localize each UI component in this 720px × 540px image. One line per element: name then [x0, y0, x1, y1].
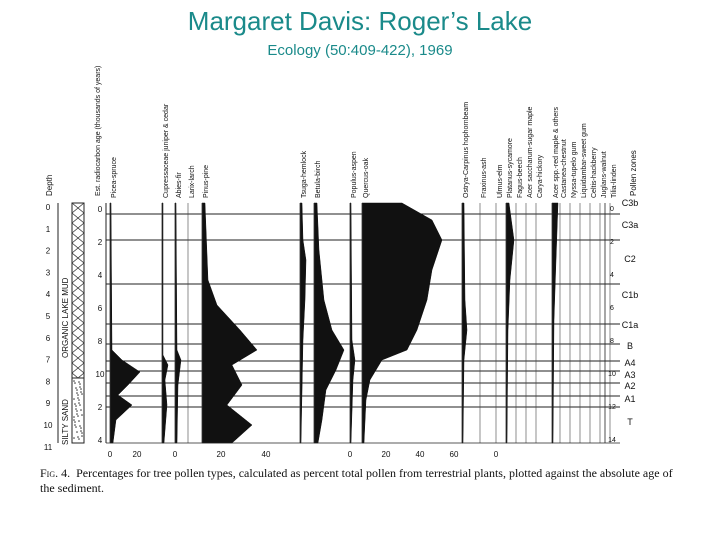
taxon-header: Acer spp.-red maple & others — [553, 106, 560, 198]
sand-dot — [75, 405, 77, 407]
x-axis-tick-label: 0 — [493, 450, 499, 459]
taxon-header: Tsuga-hemlock — [301, 150, 308, 198]
sand-dot — [79, 425, 81, 427]
right-age-tick-label: 10 — [608, 371, 616, 378]
sand-dot — [79, 404, 81, 406]
depth-tick-label: 3 — [45, 268, 51, 278]
sand-dot — [77, 436, 79, 438]
x-axis-tick-label: 0 — [347, 450, 353, 459]
right-age-tick-label: 8 — [610, 338, 614, 345]
sand-dot — [73, 419, 75, 421]
pollen-zones-header: Pollen zones — [629, 150, 638, 196]
depth-tick-label: 4 — [45, 290, 51, 300]
taxon-header: Carya-hickory — [537, 154, 544, 198]
taxon-header: Abies-fir — [176, 172, 183, 198]
x-axis-tick-label: 60 — [449, 450, 459, 459]
taxon-header: Cupressaceae juniper & cedar — [163, 103, 170, 198]
depth-label: Depth — [45, 174, 54, 196]
depth-tick-label: 6 — [45, 333, 51, 343]
sand-dot — [74, 424, 76, 426]
sand-dot — [79, 383, 81, 385]
sand-dot — [74, 421, 76, 423]
age-header: Est. radiocarbon age (thousands of years) — [95, 65, 102, 196]
sand-dot — [80, 391, 82, 393]
taxon-header: Quercus-oak — [363, 157, 370, 198]
depth-tick-label: 8 — [45, 377, 51, 387]
right-age-tick-label: 14 — [608, 437, 616, 444]
depth-tick-label: 10 — [43, 421, 53, 430]
pollen-zone-label: A2 — [624, 381, 636, 391]
pollen-zone-label: C3a — [621, 220, 639, 230]
pollen-zone-label: C1b — [621, 290, 639, 300]
sand-dot — [74, 382, 76, 384]
x-axis-tick-label: 0 — [172, 450, 178, 459]
taxon-header: Liquidambar-sweet gum — [581, 123, 588, 198]
depth-tick-label: 0 — [45, 203, 51, 212]
taxon-header: Nyssa-tupelo gum — [571, 141, 578, 198]
pollen-zone-label: C2 — [624, 254, 636, 264]
depth-tick-label: 2 — [45, 246, 51, 256]
pollen-zone-label: A3 — [624, 370, 636, 380]
sand-dot — [77, 415, 79, 417]
x-axis-tick-label: 20 — [381, 450, 391, 459]
taxon-header: Platanus-sycamore — [507, 138, 514, 198]
sand-dot — [78, 402, 80, 404]
taxon-header: Pinus-pine — [203, 164, 210, 198]
pollen-diagram-content — [44, 66, 639, 459]
pollen-zone-label: A4 — [624, 358, 636, 368]
taxon-header: Fraxinus-ash — [481, 157, 488, 198]
sand-dot — [81, 414, 83, 416]
taxon-header: Castanea-chestnut — [561, 139, 568, 198]
figure-caption — [40, 466, 680, 496]
sand-dot — [73, 380, 75, 382]
age-tick-label: 10 — [95, 370, 105, 379]
sand-dot — [76, 413, 78, 415]
age-tick-label: 4 — [97, 271, 103, 280]
pollen-zone-label: T — [627, 417, 633, 427]
pollen-zone-label: B — [626, 341, 634, 351]
sand-dot — [79, 386, 81, 388]
sand-dot — [78, 438, 80, 440]
sand-dot — [75, 426, 77, 428]
depth-tick-label: 9 — [45, 399, 51, 409]
taxon-header: Ulmus-elm — [497, 164, 504, 198]
x-axis-tick-label: 20 — [132, 450, 142, 459]
age-tick-label: 0 — [97, 205, 103, 214]
pollen-zone-label: C3b — [621, 198, 639, 208]
sand-dot — [76, 431, 78, 433]
sand-dot — [81, 435, 83, 437]
age-tick-label: 8 — [97, 337, 103, 346]
sand-dot — [73, 416, 75, 418]
x-axis-tick-label: 20 — [216, 450, 226, 459]
sand-dot — [81, 393, 83, 395]
sand-dot — [75, 387, 77, 389]
sand-dot — [76, 410, 78, 412]
sand-dot — [77, 394, 79, 396]
figure-caption-label: Fig. 4. — [40, 466, 71, 480]
x-axis-tick-label: 0 — [107, 450, 113, 459]
age-tick-label: 2 — [97, 403, 103, 412]
sand-dot — [78, 420, 80, 422]
sand-dot — [75, 408, 77, 410]
slide-subtitle: Ecology (50:409-422), 1969 — [267, 42, 453, 59]
sand-dot — [77, 397, 79, 399]
age-tick-label: 6 — [97, 304, 103, 313]
taxon-header: Juglans-walnut — [601, 151, 608, 198]
taxon-header: Celtis-hackberry — [591, 147, 598, 198]
taxon-header: Betula-birch — [315, 160, 322, 198]
right-age-tick-label: 0 — [610, 206, 614, 213]
figure-caption-text: Percentages for tree pollen types, calculated as percent total pollen from terrestrial plants, plotted against the absolute age of the sediment. — [40, 466, 673, 495]
taxon-header: Picea-spruce — [111, 157, 118, 198]
taxon-header: Populus-aspen — [351, 151, 358, 198]
depth-tick-label: 5 — [45, 312, 51, 321]
right-age-tick-label: 2 — [610, 239, 614, 246]
sand-dot — [76, 392, 78, 394]
sediment-label-mud: ORGANIC LAKE MUD — [61, 277, 70, 358]
sand-dot — [76, 389, 78, 391]
right-age-tick-label: 6 — [610, 305, 614, 312]
depth-tick-label: 11 — [43, 442, 53, 452]
x-axis-tick-label: 40 — [415, 450, 425, 459]
sand-dot — [80, 409, 82, 411]
taxon-header: Tilia-linden — [611, 164, 618, 198]
taxon-header: Ostrya-Carpinus hophornbeam — [463, 101, 470, 198]
taxon-header: Acer saccharum-sugar maple — [527, 106, 534, 198]
x-axis-tick-label: 40 — [261, 450, 271, 459]
sand-dot — [80, 388, 82, 390]
taxon-header: Fagus-beech — [517, 157, 524, 198]
pollen-zone-label: A1 — [624, 394, 636, 404]
slide-title: Margaret Davis: Roger’s Lake — [187, 6, 533, 36]
depth-tick-label: 7 — [45, 355, 51, 365]
sand-dot — [81, 432, 83, 434]
sand-dot — [78, 399, 80, 401]
age-tick-label: 2 — [97, 238, 103, 247]
right-age-tick-label: 12 — [608, 404, 616, 411]
sand-dot — [80, 427, 82, 429]
right-age-tick-label: 4 — [610, 272, 614, 279]
sand-dot — [80, 430, 82, 432]
sand-dot — [73, 437, 75, 439]
sand-dot — [73, 398, 75, 400]
sand-dot — [78, 381, 80, 383]
sand-dot — [74, 403, 76, 405]
depth-tick-label: 1 — [45, 224, 51, 234]
taxon-header: Larix-larch — [189, 165, 196, 198]
pollen-zone-label: C1a — [621, 320, 639, 330]
age-tick-label: 4 — [97, 436, 103, 445]
sediment-label-sand: SILTY SAND — [61, 399, 70, 445]
